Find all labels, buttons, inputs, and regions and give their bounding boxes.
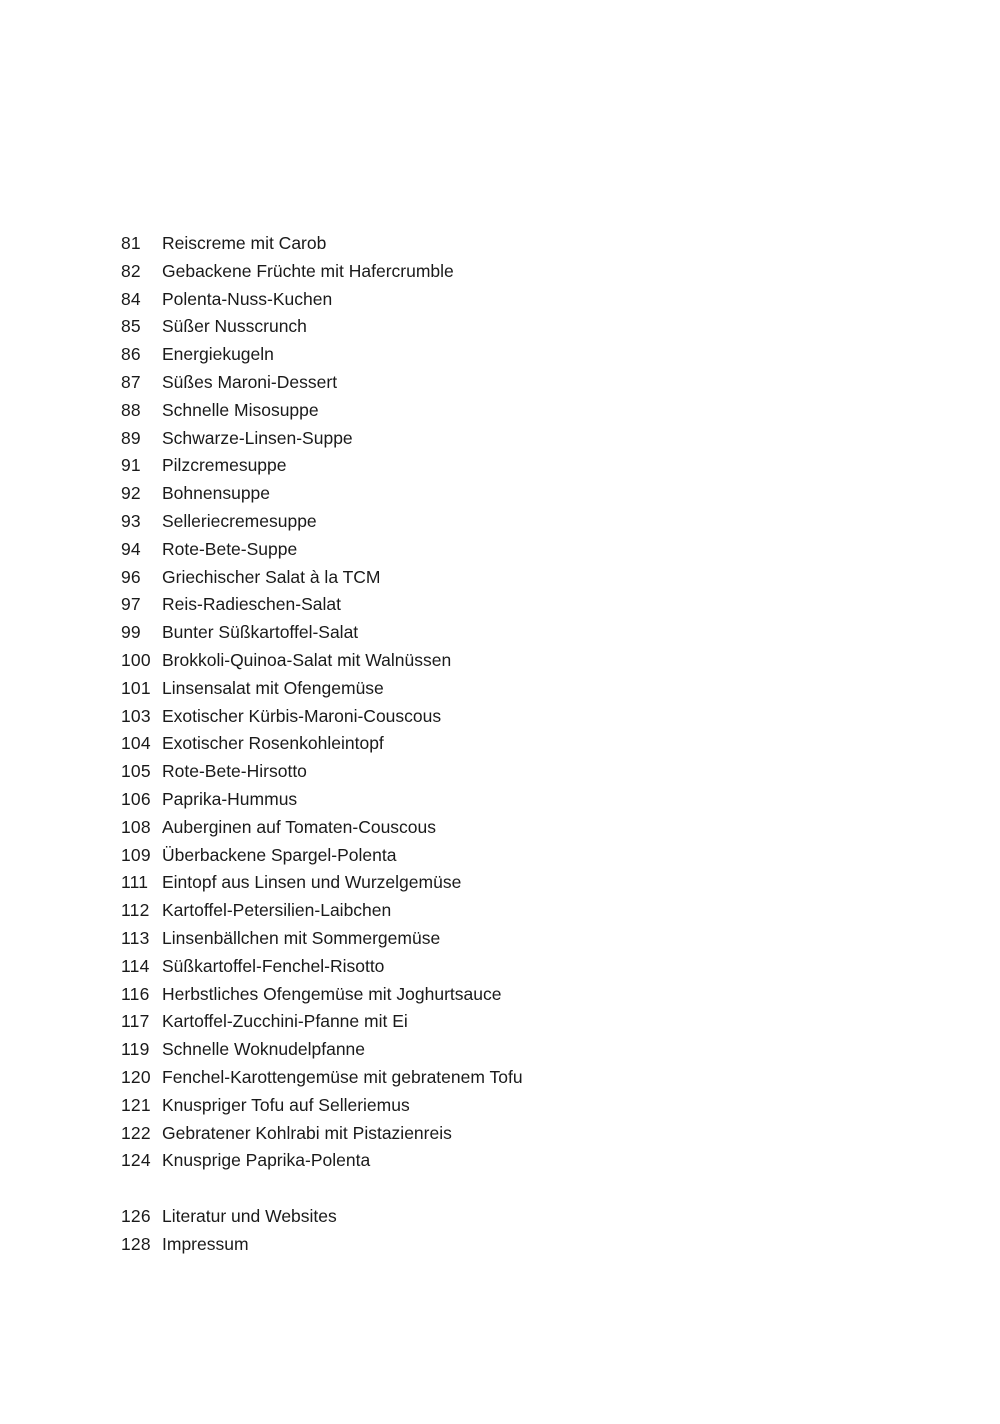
- toc-page-number: 100: [121, 649, 151, 670]
- toc-entry: [121, 925, 881, 953]
- toc-entry: [121, 258, 881, 286]
- toc-page-number: 117: [121, 1011, 150, 1032]
- toc-page-number: 86: [121, 344, 141, 365]
- toc-entry: [121, 591, 881, 619]
- toc-entry-title: Schnelle Misosuppe: [162, 399, 319, 420]
- toc-entry: [121, 786, 881, 814]
- toc-page-number: 113: [121, 927, 150, 948]
- toc-entry: [121, 564, 881, 592]
- toc-entry: [121, 341, 881, 369]
- toc-page-number: 124: [121, 1150, 151, 1171]
- toc-entry: [121, 953, 881, 981]
- toc-entry: [121, 425, 881, 453]
- toc-page-number: 112: [121, 900, 150, 921]
- toc-entry: [121, 1120, 881, 1148]
- toc-page-number: 128: [121, 1233, 151, 1254]
- toc-entry-title: Polenta-Nuss-Kuchen: [162, 288, 333, 309]
- toc-entry: [121, 1008, 881, 1036]
- toc-entry: [121, 286, 881, 314]
- toc-entry-title: Paprika-Hummus: [162, 788, 298, 809]
- toc-entry-title: Reiscreme mit Carob: [162, 233, 327, 253]
- toc-entry: [121, 619, 881, 647]
- toc-page-number: 114: [121, 955, 150, 976]
- toc-entry: [121, 814, 881, 842]
- toc-entry: [121, 842, 881, 870]
- toc-page-number: 111: [121, 872, 149, 893]
- toc-entry-title: Süßkartoffel-Fenchel-Risotto: [162, 955, 385, 976]
- toc-entry: [121, 1092, 881, 1120]
- toc-entry-title: Linsensalat mit Ofengemüse: [162, 677, 384, 698]
- toc-entry-title: Bohnensuppe: [162, 483, 271, 504]
- toc-entry: [121, 758, 881, 786]
- toc-page-number: 88: [121, 399, 141, 420]
- toc-page-number: 126: [121, 1205, 151, 1226]
- toc-page-number: 82: [121, 260, 141, 281]
- toc-page-number: 105: [121, 761, 151, 782]
- toc-entry: [121, 869, 881, 897]
- toc-entry: [121, 230, 881, 258]
- toc-page-number: 122: [121, 1122, 151, 1143]
- toc-page-number: 85: [121, 316, 141, 337]
- toc-entry: [121, 1147, 881, 1175]
- toc-entry-title: Knuspriger Tofu auf Selleriemus: [162, 1094, 410, 1115]
- toc-entry-title: Eintopf aus Linsen und Wurzelgemüse: [162, 872, 462, 893]
- toc-group: [121, 1203, 881, 1259]
- toc-entry-title: Rote-Bete-Hirsotto: [162, 761, 307, 782]
- toc-entry: [121, 647, 881, 675]
- toc-entry: [121, 703, 881, 731]
- toc-page-number: 97: [121, 594, 141, 615]
- toc-page-number: 81: [121, 233, 141, 253]
- toc-entry-title: Überbackene Spargel-Polenta: [162, 844, 397, 865]
- toc-entry-title: Energiekugeln: [162, 344, 274, 365]
- toc-page-number: 121: [121, 1094, 151, 1115]
- toc-page-number: 120: [121, 1066, 151, 1087]
- toc-group: [121, 230, 881, 1175]
- toc-entry: [121, 730, 881, 758]
- toc-page-number: 94: [121, 538, 141, 559]
- toc-entry-title: Schnelle Woknudelpfanne: [162, 1039, 366, 1060]
- toc-page-number: 104: [121, 733, 151, 754]
- toc-page-number: 109: [121, 844, 151, 865]
- toc-entry: [121, 536, 881, 564]
- toc-page-number: 116: [121, 983, 150, 1004]
- toc-page-number: 84: [121, 288, 141, 309]
- toc-entry: [121, 981, 881, 1009]
- toc-entry: [121, 675, 881, 703]
- toc-entry-title: Kartoffel-Zucchini-Pfanne mit Ei: [162, 1011, 408, 1032]
- toc-entry-title: Reis-Radieschen-Salat: [162, 594, 341, 615]
- toc-page-number: 96: [121, 566, 141, 587]
- toc-entry-title: Literatur und Websites: [162, 1205, 337, 1226]
- toc-entry: [121, 397, 881, 425]
- toc-entry-title: Kartoffel-Petersilien-Laibchen: [162, 900, 392, 921]
- toc-page-number: 99: [121, 622, 141, 643]
- toc-entry: [121, 1203, 881, 1231]
- toc-entry-title: Süßer Nusscrunch: [162, 316, 307, 337]
- toc-entry-title: Auberginen auf Tomaten-Couscous: [162, 816, 437, 837]
- toc-entry-title: Herbstliches Ofengemüse mit Joghurtsauce: [162, 983, 502, 1004]
- toc-entry-title: Süßes Maroni-Dessert: [162, 371, 338, 392]
- toc-page-number: 101: [121, 677, 151, 698]
- toc-entry-title: Gebackene Früchte mit Hafercrumble: [162, 260, 454, 281]
- toc-entry: [121, 1036, 881, 1064]
- toc-entry: [121, 313, 881, 341]
- toc-entry-title: Rote-Bete-Suppe: [162, 538, 298, 559]
- toc-entry-title: Fenchel-Karottengemüse mit gebratenem Tofu: [162, 1066, 523, 1087]
- toc-entry-title: Exotischer Rosenkohleintopf: [162, 733, 384, 754]
- toc-entry-title: Selleriecremesuppe: [162, 510, 317, 531]
- toc-entry-title: Linsenbällchen mit Sommergemüse: [162, 927, 441, 948]
- toc-entry-title: Impressum: [162, 1233, 249, 1254]
- toc-entry-title: Pilzcremesuppe: [162, 455, 287, 476]
- toc-entry: [121, 897, 881, 925]
- toc-page-number: 87: [121, 371, 141, 392]
- toc-entry-title: Gebratener Kohlrabi mit Pistazienreis: [162, 1122, 452, 1143]
- toc-page-number: 106: [121, 788, 151, 809]
- toc-entry-title: Bunter Süßkartoffel-Salat: [162, 622, 359, 643]
- toc-entry: [121, 452, 881, 480]
- table-of-contents: [121, 230, 881, 1258]
- toc-page-number: 108: [121, 816, 151, 837]
- toc-entry-title: Griechischer Salat à la TCM: [162, 566, 381, 587]
- toc-entry: [121, 1064, 881, 1092]
- toc-entry: [121, 480, 881, 508]
- toc-entry-title: Knusprige Paprika-Polenta: [162, 1150, 371, 1171]
- toc-page-number: 92: [121, 483, 141, 504]
- toc-entry-title: Exotischer Kürbis-Maroni-Couscous: [162, 705, 442, 726]
- toc-entry: [121, 369, 881, 397]
- toc-page-number: 103: [121, 705, 151, 726]
- toc-page-number: 89: [121, 427, 141, 448]
- toc-page-number: 119: [121, 1039, 150, 1060]
- toc-page-number: 91: [121, 455, 141, 476]
- toc-entry: [121, 1231, 881, 1259]
- toc-entry-title: Brokkoli-Quinoa-Salat mit Walnüssen: [162, 649, 452, 670]
- toc-page-number: 93: [121, 510, 141, 531]
- toc-entry-title: Schwarze-Linsen-Suppe: [162, 427, 353, 448]
- toc-entry: [121, 508, 881, 536]
